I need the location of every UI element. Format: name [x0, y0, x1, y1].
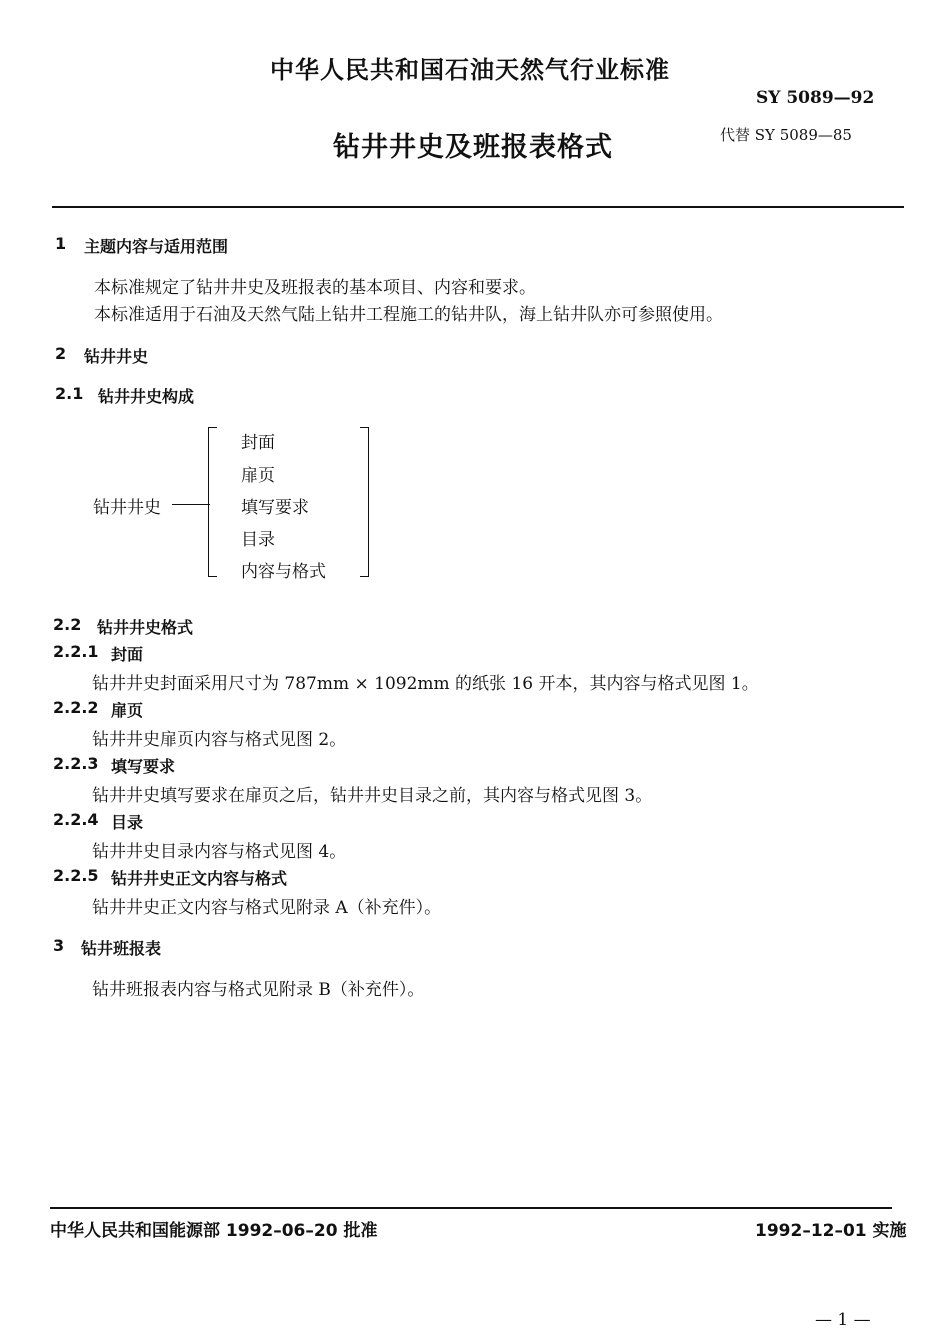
approval-line: 中华人民共和国能源部 1992–06–20 批准: [50, 1221, 378, 1241]
section-2-2-1-title: 封面: [111, 645, 144, 664]
structure-item-content-format: 内容与格式: [241, 562, 326, 582]
section-3-title: 钻井班报表: [81, 939, 162, 958]
structure-right-bracket: [360, 427, 369, 577]
structure-item-contents: 目录: [241, 530, 275, 550]
section-1-title: 主题内容与适用范围: [84, 237, 229, 256]
section-2-2-3-title: 填写要求: [111, 757, 176, 776]
section-2-1-number: 2.1: [55, 384, 84, 403]
structure-item-fill-requirements: 填写要求: [241, 498, 309, 518]
section-2-2-4-number: 2.2.4: [53, 810, 99, 829]
section-2-2-5-text: 钻井井史正文内容与格式见附录 A（补充件）。: [92, 898, 442, 918]
page-number: — 1 —: [815, 1310, 871, 1330]
section-2-2-2-title: 扉页: [111, 701, 144, 720]
section-1-paragraph-2: 本标准适用于石油及天然气陆上钻井工程施工的钻井队，海上钻井队亦可参照使用。: [94, 305, 723, 325]
section-2-2-3-text: 钻井井史填写要求在扉页之后，钻井井史目录之前，其内容与格式见图 3。: [92, 786, 653, 806]
effective-date: 1992–12–01 实施: [755, 1221, 907, 1241]
section-2-2-1-text: 钻井井史封面采用尺寸为 787mm × 1092mm 的纸张 16 开本，其内容与格式见图 1。: [92, 674, 759, 694]
section-2-2-number: 2.2: [53, 615, 82, 634]
section-1-number: 1: [55, 234, 67, 253]
header-divider: [52, 206, 904, 208]
section-2-2-title: 钻井井史格式: [97, 618, 194, 637]
standard-code: SY 5089—92: [756, 88, 875, 108]
document-title: 钻井井史及班报表格式: [333, 132, 613, 163]
structure-connector-line: [172, 504, 210, 505]
section-2-2-1-number: 2.2.1: [53, 642, 99, 661]
section-2-2-5-title: 钻井井史正文内容与格式: [111, 869, 288, 888]
structure-left-bracket: [208, 427, 217, 577]
section-3-text: 钻井班报表内容与格式见附录 B（补充件）。: [92, 980, 425, 1000]
section-2-2-2-text: 钻井井史扉页内容与格式见图 2。: [92, 730, 347, 750]
section-2-2-3-number: 2.2.3: [53, 754, 99, 773]
footer-divider: [50, 1207, 892, 1209]
industry-standard-title: 中华人民共和国石油天然气行业标准: [270, 56, 670, 84]
structure-item-cover: 封面: [241, 433, 275, 453]
section-2-number: 2: [55, 344, 67, 363]
section-2-2-4-title: 目录: [111, 813, 144, 832]
structure-item-title-page: 扉页: [241, 466, 275, 486]
section-2-title: 钻井井史: [84, 347, 149, 366]
structure-root-label: 钻井井史: [93, 498, 161, 518]
section-3-number: 3: [53, 936, 65, 955]
section-2-2-4-text: 钻井井史目录内容与格式见图 4。: [92, 842, 347, 862]
section-2-2-2-number: 2.2.2: [53, 698, 99, 717]
section-2-1-title: 钻井井史构成: [98, 387, 195, 406]
section-1-paragraph-1: 本标准规定了钻井井史及班报表的基本项目、内容和要求。: [94, 278, 536, 298]
section-2-2-5-number: 2.2.5: [53, 866, 99, 885]
replaces-standard: 代替 SY 5089—85: [720, 126, 852, 144]
